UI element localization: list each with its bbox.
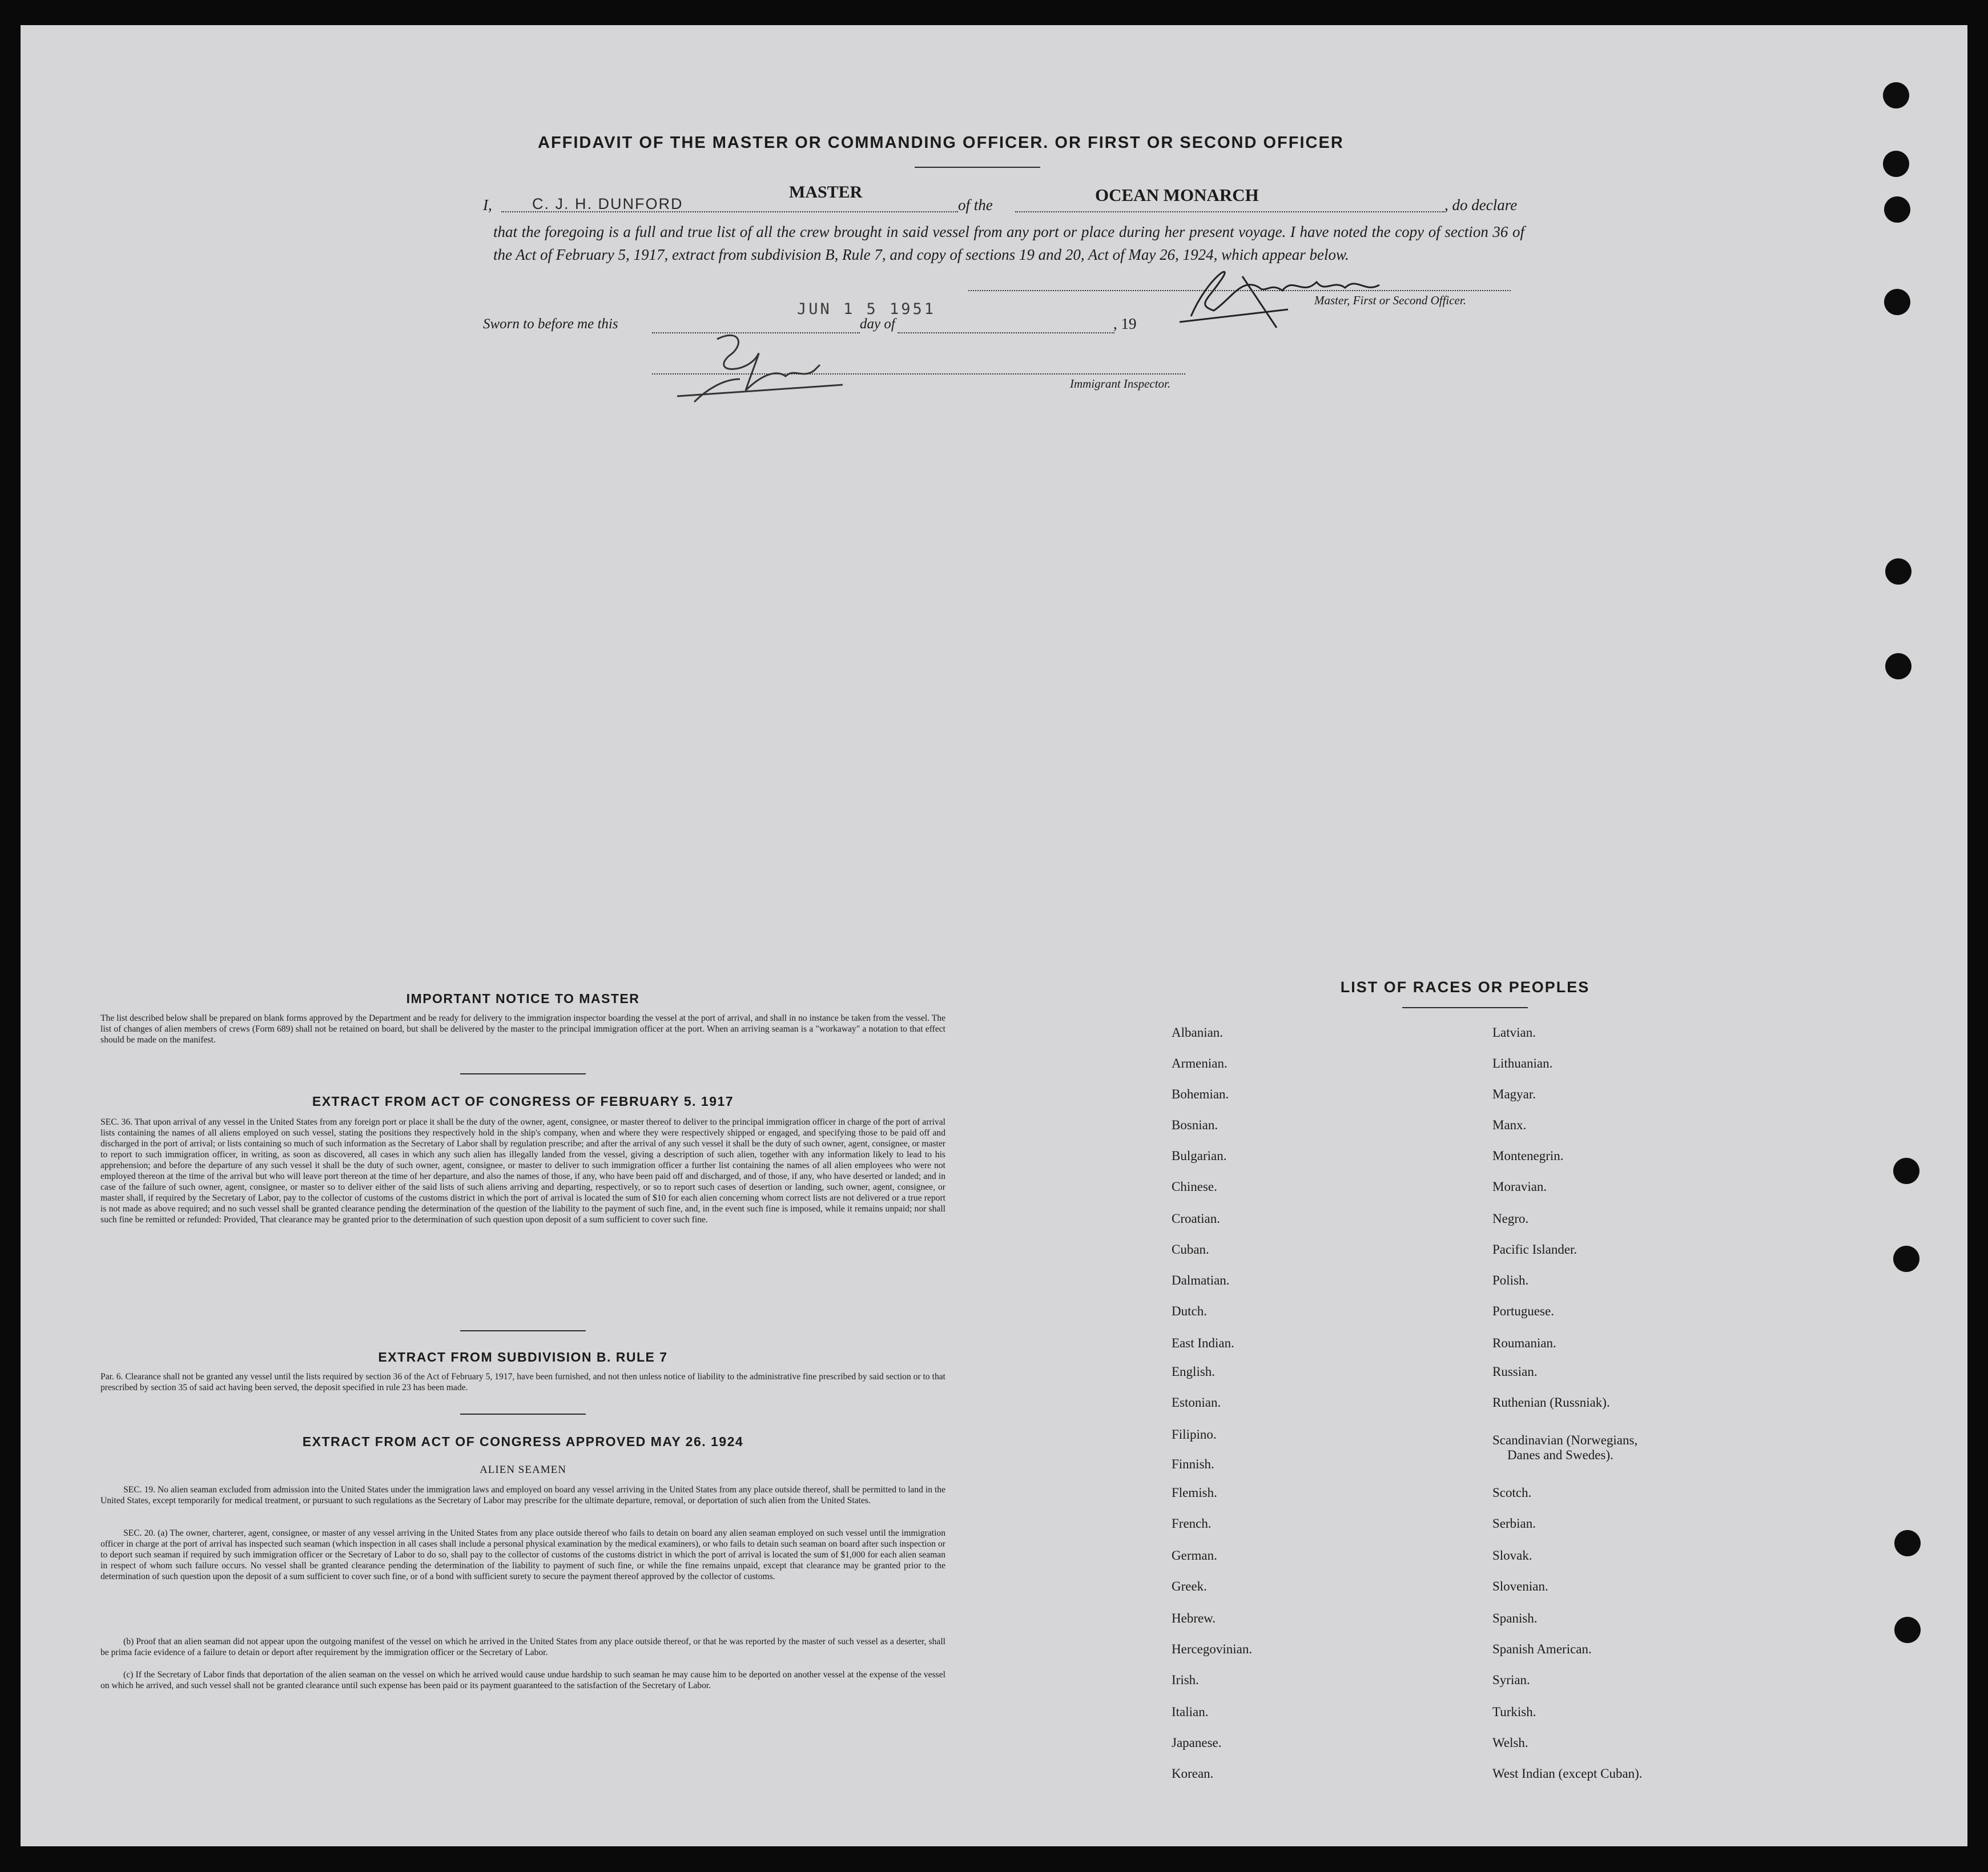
punch-hole [1884,289,1910,315]
document-page [21,25,1967,1846]
race-right: Danes and Swedes). [1507,1448,1613,1462]
sec20a-text: SEC. 20. (a) The owner, charterer, agent, consignee, or master of any vessel arriving in the United States from any place outside thereof who fails to detain on board any alien seaman employed on such vessel until the immigration officer in charge at the port of arrival has inspected such seaman (which inspection in all cases shall include a personal physical examination by the medical examiners), or who fails to detain such seaman on board after such inspection or to deport such seaman if required by such immigration officer or the Secretary of Labor to do so, shall pay to the collector of customs of the customs district in which the port of arrival is located the sum of $1,000 for each alien seaman in respect of whom such failure occurs. No vessel shall be granted clearance pending the determination of the liability to payment of such fine, or while the fine remains unpaid, except that clearance may be granted prior to the determination of such question upon the deposit of a sum sufficient to cover such fine, or of a bond with sufficient surety to secure the payment thereof approved by the collector of customs. [100,1528,945,1581]
alien-seamen-subtitle: ALIEN SEAMEN [480,1464,566,1476]
race-right: Welsh. [1492,1736,1528,1750]
race-right: Turkish. [1492,1705,1536,1719]
race-right: Manx. [1492,1118,1527,1132]
affidavit-pronoun: I, [483,196,492,214]
race-right: Pacific Islander. [1492,1242,1577,1257]
inspector-caption: Immigrant Inspector. [1070,377,1171,390]
section-divider [460,1330,586,1331]
sworn-label: Sworn to before me this [483,316,618,332]
punch-hole [1884,196,1910,223]
race-left: Bosnian. [1172,1118,1218,1132]
race-left: Italian. [1172,1705,1209,1719]
race-right: Slovenian. [1492,1579,1548,1593]
extract-1924-title: EXTRACT FROM ACT OF CONGRESS APPROVED MAY 26. 1924 [302,1434,744,1449]
race-right: Portuguese. [1492,1304,1554,1318]
race-right: Ruthenian (Russniak). [1492,1395,1610,1410]
punch-hole [1893,1246,1919,1272]
race-left: Hebrew. [1172,1611,1216,1625]
race-left: Japanese. [1172,1736,1222,1750]
rule7-text: Par. 6. Clearance shall not be granted any vessel until the lists required by section 36 of the Act of February 5, 1917, have been furnished, and not then unless notice of liability to the administrative fine prescribed by said section or to that prescribed by section 35 of said act having been served, the deposit specified in rule 23 has been made. [100,1372,945,1392]
punch-hole [1894,1617,1921,1643]
race-left: Dalmatian. [1172,1273,1230,1287]
vessel-line [1015,211,1444,212]
race-left: Filipino. [1172,1427,1217,1442]
race-left: Hercegovinian. [1172,1642,1253,1656]
punch-hole [1893,1158,1919,1184]
inspector-signature [671,322,854,402]
race-right: Syrian. [1492,1673,1530,1687]
race-right: Russian. [1492,1364,1538,1379]
race-left: Cuban. [1172,1242,1209,1257]
declare-label: , do declare [1444,196,1518,214]
year-prefix: , 19 [1113,315,1137,332]
race-left: Korean. [1172,1766,1214,1781]
race-left: Flemish. [1172,1485,1217,1500]
races-title: LIST OF RACES OR PEOPLES [1340,979,1590,996]
race-right: Latvian. [1492,1025,1536,1040]
race-left: French. [1172,1516,1212,1531]
race-left: Dutch. [1172,1304,1207,1318]
sec19-text: SEC. 19. No alien seaman excluded from admission into the United States under the immigration laws and employed on board any vessel arriving in the United States from any place outside thereof, shall be permitted to land in the United States, except temporarily for medical treatment, or pursuant to such regulations as the Secretary of Labor may prescribe for the ultimate departure, removal, or deportation of such alien from the United States. [100,1485,945,1505]
race-left: Greek. [1172,1579,1207,1593]
race-right: Serbian. [1492,1516,1536,1531]
extract-1917-text: SEC. 36. That upon arrival of any vessel in the United States from any foreign port or place it shall be the duty of the owner, agent, consignee, or master thereof to deliver to the principal immigration officer in charge of the port of arrival lists containing the names of all aliens employed on such vessel, stating the positions they respectively hold in the ship's company, when and where they were respectively shipped or engaged, and specifying those to be paid off and discharged in the port of arrival; or lists containing so much of such information as the Secretary of Labor shall by regulation prescribe; and after the arrival of any such vessel it shall be the duty of such owner, agent, consignee, or master to report to such immigration officer, in writing, as soon as discovered, all cases in which any such alien has illegally landed from the vessel, giving a description of such alien, together with any information likely to lead to his apprehension; and before the departure of any such vessel it shall be the duty of such owner, agent, consignee, or master to deliver to such immigration officer a further list containing the names of all alien employees who were not employed thereon at the time of the arrival but who will leave port thereon at the time of her departure, and also the names of those, if any, who have been paid off and discharged, and of those, if any, who have deserted or landed; and in case of the failure of such owner, agent, consignee, or master so to deliver either of the said lists of such aliens arriving and departing, respectively, or so to report such cases of desertion or landing, such owner, agent, consignee, or master shall, if required by the Secretary of Labor, pay to the collector of customs of the customs district in which the port of arrival is located the sum of $10 for each alien concerning whom correct lists are not delivered or a true report is not made as above required; and no such vessel shall be granted clearance pending the determination of the question of the liability to the payment of such fine, and, in the event such fine is imposed, while it remains unpaid; nor shall such fine be remitted or refunded: Provided, That clearance may be granted prior to the determination of such question upon deposit of a sum sufficient to cover such fine. [100,1117,945,1225]
sworn-month-line [898,332,1114,333]
race-right: Spanish American. [1492,1642,1592,1656]
punch-hole [1894,1530,1921,1556]
day-of-label: day of [860,316,895,332]
affidavit-title: AFFIDAVIT OF THE MASTER OR COMMANDING OFFICER. OR FIRST OR SECOND OFFICER [538,134,1344,152]
race-left: Bohemian. [1172,1087,1229,1101]
of-the-label: of the [958,196,993,214]
race-right: Moravian. [1492,1179,1547,1194]
race-left: East Indian. [1172,1336,1234,1350]
race-right: Magyar. [1492,1087,1536,1101]
master-name: C. J. H. DUNFORD [532,195,683,212]
punch-hole [1883,151,1909,177]
sec20c-text: (c) If the Secretary of Labor finds that deportation of the alien seaman on the vessel on which he arrived would cause undue hardship to such seaman he may cause him to be deported on another vessel at the expense of the vessel on which he arrived, and such vessel shall not be granted clearance until such expense has been paid or its payment guaranteed to the satisfaction of the Secretary of Labor. [100,1670,945,1690]
race-right: Spanish. [1492,1611,1538,1625]
race-right: West Indian (except Cuban). [1492,1766,1643,1781]
race-left: Armenian. [1172,1056,1228,1070]
section-divider [460,1414,586,1415]
race-right: Scotch. [1492,1485,1532,1500]
notice-text: The list described below shall be prepared on blank forms approved by the Department and be ready for delivery to the immigration inspector boarding the vessel at the port of arrival, and shall in no instance be taken from the vessel. The list of changes of alien members of crews (Form 689) shall not be retained on board, but shall be delivered by the master to the principal immigration officer at the port. When an arriving seaman is a "workaway" a notation to that effect should be made on the manifest. [100,1013,945,1045]
date-stamp: JUN 1 5 1951 [797,300,936,318]
race-right: Polish. [1492,1273,1529,1287]
race-right: Roumanian. [1492,1336,1556,1350]
race-left: Finnish. [1172,1457,1214,1471]
race-left: German. [1172,1548,1217,1563]
section-divider [460,1073,586,1074]
master-rank: MASTER [789,183,863,202]
notice-title: IMPORTANT NOTICE TO MASTER [406,991,640,1006]
race-right: Scandinavian (Norwegians, [1492,1433,1638,1447]
race-right: Lithuanian. [1492,1056,1553,1070]
race-left: Chinese. [1172,1179,1217,1194]
sec20b-text: (b) Proof that an alien seaman did not appear upon the outgoing manifest of the vessel on which he arrived in the United States from any place outside thereof, or that he was reported by the master of such vessel as a deserter, shall be prima facie evidence of a failure to detain or deport after requirement by the immigration officer or the Secretary of Labor. [100,1637,945,1657]
race-right: Montenegrin. [1492,1149,1564,1163]
punch-hole [1883,82,1909,108]
title-divider [915,167,1040,168]
race-left: Irish. [1172,1673,1199,1687]
affidavit-statement: that the foregoing is a full and true list of all the crew brought in said vessel from any port or place during her present voyage. I have noted the copy of section 36 of the Act of February 5, 1917, extract from subdivision B, Rule 7, and copy of sections 19 and 20, Act of May 26, 1924, which appear below. [493,223,1524,263]
punch-hole [1885,653,1911,679]
vessel-name: OCEAN MONARCH [1095,185,1259,205]
rule7-title: EXTRACT FROM SUBDIVISION B. RULE 7 [378,1350,668,1364]
extract-1917-title: EXTRACT FROM ACT OF CONGRESS OF FEBRUARY 5. 1917 [312,1094,734,1109]
races-divider [1402,1007,1528,1008]
race-left: Estonian. [1172,1395,1221,1410]
master-caption: Master, First or Second Officer. [1314,293,1466,307]
race-left: English. [1172,1364,1216,1379]
race-left: Croatian. [1172,1211,1220,1226]
race-left: Bulgarian. [1172,1149,1227,1163]
punch-hole [1885,558,1911,585]
race-left: Albanian. [1172,1025,1224,1040]
master-signature [1174,242,1414,328]
race-right: Slovak. [1492,1548,1532,1563]
race-right: Negro. [1492,1211,1529,1226]
